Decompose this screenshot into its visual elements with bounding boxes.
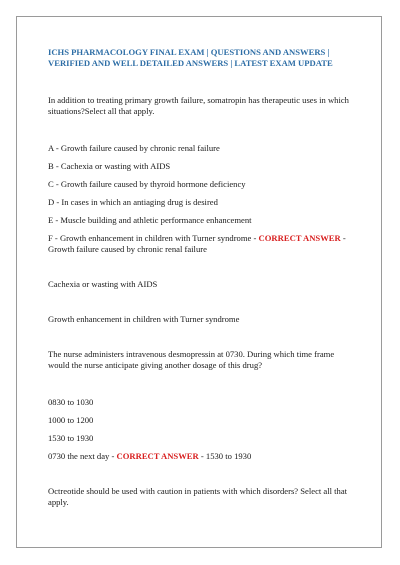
question-2-option-2: 1000 to 1200 — [48, 415, 94, 425]
question-2-option-1: 0830 to 1030 — [48, 397, 94, 407]
question-1-answer-2: Cachexia or wasting with AIDS — [48, 279, 158, 289]
question-1-option-f: F - Growth enhancement in children with Turner syndrome — [48, 233, 252, 243]
question-1-option-d: D - In cases in which an antiaging drug is desired — [48, 197, 218, 207]
question-1-text: In addition to treating primary growth failure, somatropin has therapeutic uses in which situations?Select all that apply. — [48, 95, 349, 116]
question-2-answer: 1530 to 1930 — [205, 451, 252, 461]
correct-answer-marker: CORRECT ANSWER — [258, 233, 341, 243]
question-1-answer-3: Growth enhancement in children with Turner syndrome — [48, 314, 240, 324]
question-2-option-4: 0730 the next day — [48, 451, 110, 461]
question-1-options — [48, 143, 353, 255]
question-1-option-b: B - Cachexia or wasting with AIDS — [48, 161, 171, 171]
question-1-option-e: E - Muscle building and athletic performance enhancement — [48, 215, 252, 225]
question-2-option-4-with-answer: 0730 the next day - CORRECT ANSWER - 1530 to 1930 — [48, 451, 252, 461]
document-title: ICHS PHARMACOLOGY FINAL EXAM | QUESTIONS AND ANSWERS | VERIFIED AND WELL DETAILED ANSWERS | LATEST EXAM UPDATE — [48, 47, 333, 68]
question-1-answer: Growth failure caused by chronic renal failure — [48, 244, 207, 254]
question-2-options — [48, 397, 353, 462]
question-2-option-3: 1530 to 1930 — [48, 433, 94, 443]
question-1-option-c: C - Growth failure caused by thyroid hormone deficiency — [48, 179, 246, 189]
question-3-text: Octreotide should be used with caution in patients with which disorders? Select all that apply. — [48, 486, 348, 507]
document-content — [48, 47, 353, 508]
document-page — [16, 16, 382, 548]
question-1-option-a: A - Growth failure caused by chronic renal failure — [48, 143, 220, 153]
question-1-option-f-with-answer: F - Growth enhancement in children with Turner syndrome - CORRECT ANSWER - Growth failure caused by chronic renal failure — [48, 233, 346, 254]
question-2-text: The nurse administers intravenous desmopressin at 0730. During which time frame would the nurse anticipate giving another dosage of this drug? — [48, 349, 335, 370]
correct-answer-marker-2: CORRECT ANSWER — [116, 451, 199, 461]
